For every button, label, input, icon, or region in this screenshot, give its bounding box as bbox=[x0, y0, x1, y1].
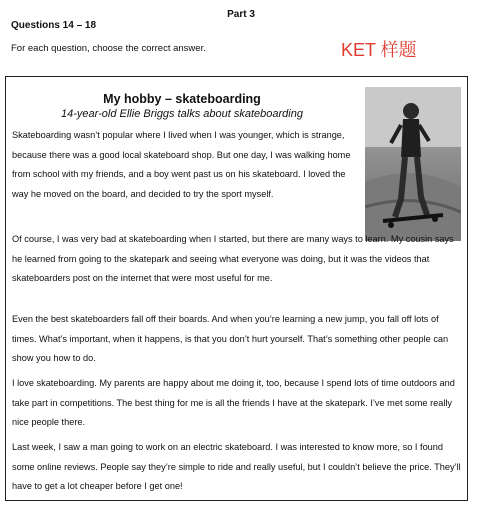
article-paragraph: Of course, I was very bad at skateboarding when I started, but there are many ways to learn. My cousin says he learned from going to the skatepark and seeing what everyone was doing, but it was the videos that skateboarders post on the internet that were most useful for me. bbox=[12, 234, 454, 283]
instruction-text: For each question, choose the correct answer. bbox=[11, 43, 206, 54]
question-range: Questions 14 – 18 bbox=[11, 20, 97, 31]
part-heading: Part 3 bbox=[227, 9, 255, 20]
article-box bbox=[5, 76, 468, 501]
article-title: My hobby – skateboarding bbox=[103, 92, 261, 106]
article-paragraph: I love skateboarding. My parents are happy about me doing it, too, because I spend lots of time outdoors and take part in competitions. The best thing for me is all the friends I have at the skatepark. I’ve met some really nice people there. bbox=[12, 378, 455, 427]
skateboarder-photo bbox=[365, 87, 461, 241]
article-paragraph: Skateboarding wasn’t popular where I lived when I was younger, which is strange, because there was a good local skateboard shop. But one day, I was walking home from school with my friends, and a boy went past us on his skateboard. I loved the way he moved on the board, and decided to try the sport myself. bbox=[12, 130, 351, 199]
article-subtitle: 14-year-old Ellie Briggs talks about skateboarding bbox=[61, 108, 303, 120]
article-paragraph: Even the best skateboarders fall off their boards. And when you’re learning a new jump, you fall off lots of times. What’s important, when it happens, is that you don’t hurt yourself. That’s something other people can show you how to do. bbox=[12, 314, 449, 363]
exam-tag: KET 样题 bbox=[341, 40, 417, 60]
skateboarder-illustration bbox=[365, 87, 461, 241]
article-paragraph: Last week, I saw a man going to work on an electric skateboard. I was interested to know more, so I found some online reviews. People say they’re simple to ride and really useful, but I couldn’t believe the price. They’ll have to get a lot cheaper before I get one! bbox=[12, 442, 461, 491]
